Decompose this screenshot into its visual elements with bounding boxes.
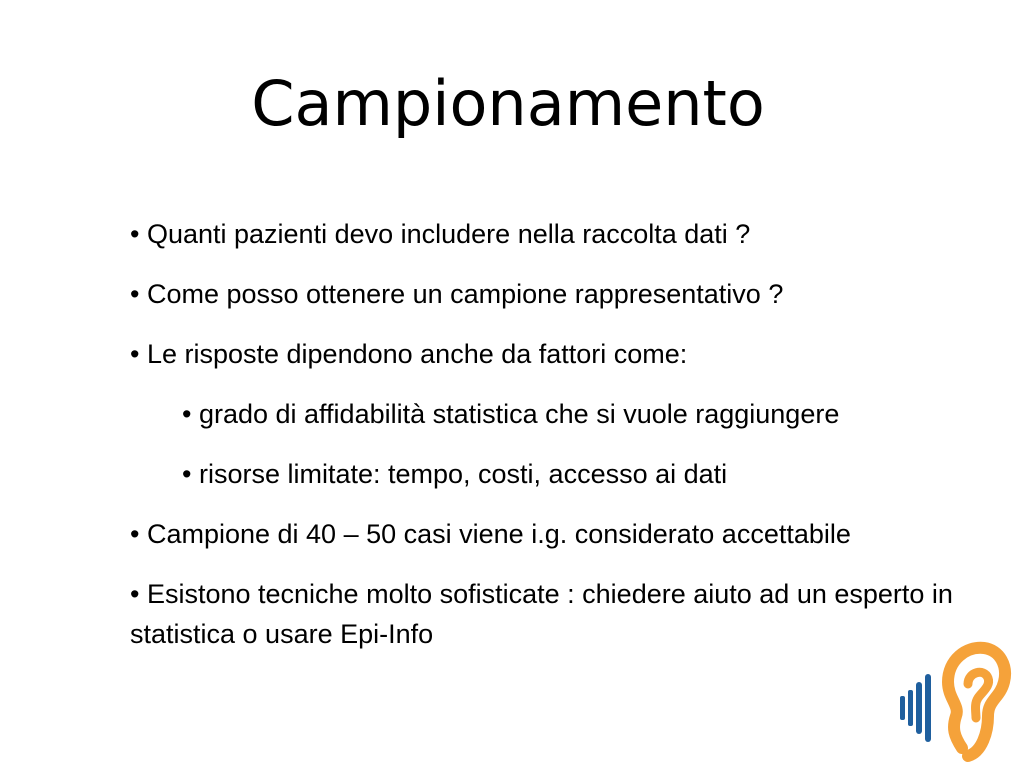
bullet-item: • Campione di 40 – 50 casi viene i.g. considerato accettabile — [130, 519, 851, 549]
ear-sound-icon — [896, 636, 1012, 764]
bullet-list — [130, 214, 970, 674]
slide-title: Campionamento — [251, 67, 765, 140]
bullet-item: • Come posso ottenere un campione rappresentativo ? — [130, 279, 784, 309]
bullet-item: • Esistono tecniche molto sofisticate : chiedere aiuto ad un esperto in statistica o usare Epi-Info — [130, 579, 953, 649]
bullet-item: • Le risposte dipendono anche da fattori come: — [130, 339, 688, 369]
sub-bullet-item: • grado di affidabilità statistica che si vuole raggiungere — [182, 399, 840, 429]
bullet-item: • Quanti pazienti devo includere nella raccolta dati ? — [130, 219, 751, 249]
sub-bullet-item: • risorse limitate: tempo, costi, accesso ai dati — [182, 459, 728, 489]
